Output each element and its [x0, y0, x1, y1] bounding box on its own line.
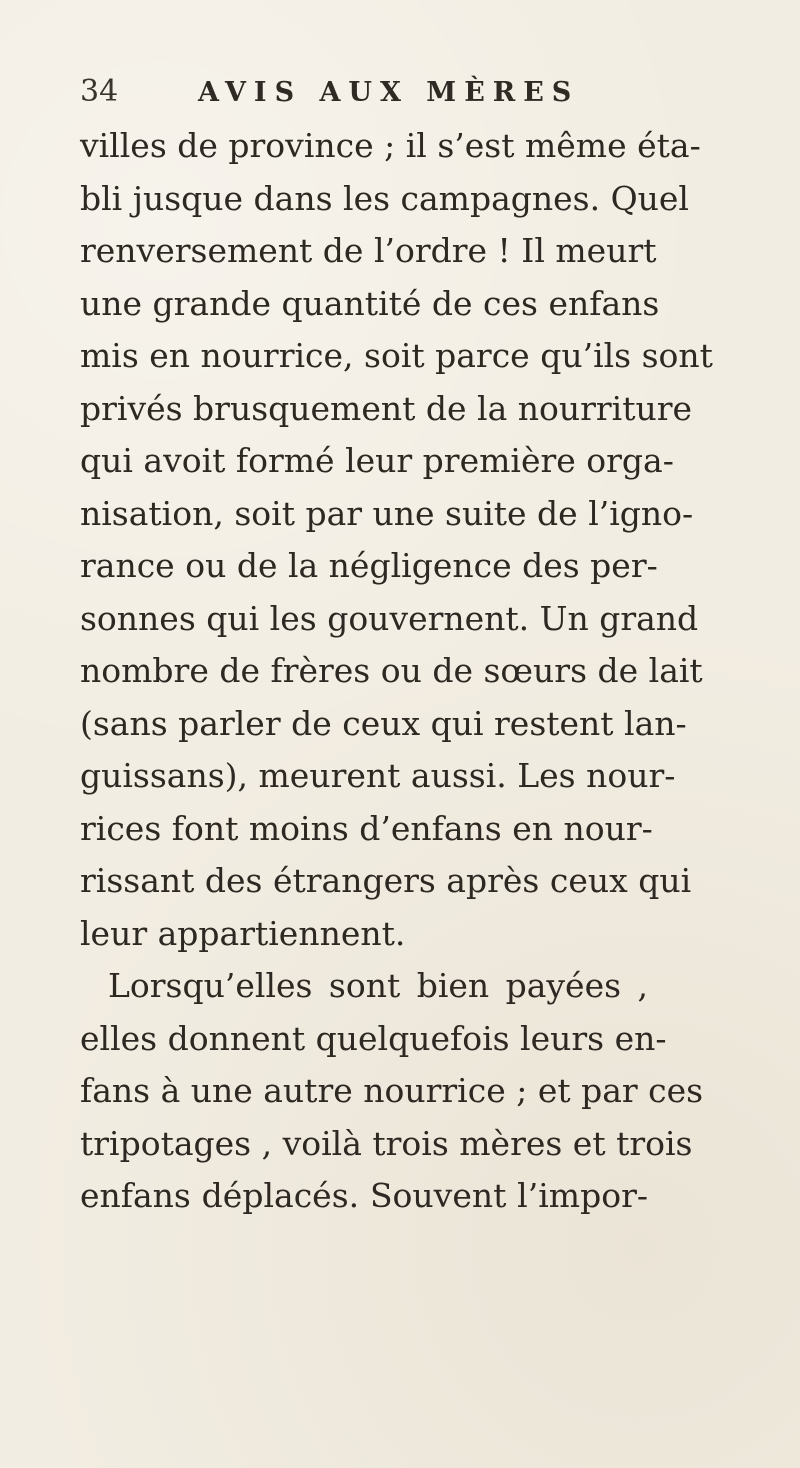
text-line: sonnes qui les gouvernent. Un grand [80, 598, 699, 638]
page-header [80, 72, 640, 116]
text-line: villes de province ; il s’est même éta- [80, 126, 701, 165]
text-line: rance ou de la négligence des per- [80, 546, 658, 585]
running-title: AVIS AUX MÈRES [198, 77, 580, 108]
text-line: fans à une autre nourrice ; et par ces [80, 1071, 704, 1110]
text-line: enfans déplacés. Souvent l’impor- [80, 1176, 648, 1215]
text-line: Lorsqu’elles sont bien payées , [108, 966, 648, 1005]
text-line: mis en nourrice, soit parce qu’ils sont [80, 336, 713, 375]
text-line: qui avoit formé leur première orga- [80, 441, 674, 480]
text-line: tripotages , voilà trois mères et trois [80, 1123, 693, 1163]
text-line: rices font moins d’enfans en nour- [80, 808, 653, 848]
body-text [80, 120, 713, 1223]
text-line: elles donnent quelquefois leurs en- [80, 1018, 667, 1058]
text-line: une grande quantité de ces enfans [80, 283, 660, 323]
text-line: guissans), meurent aussi. Les nour- [80, 756, 676, 795]
text-line: nombre de frères ou de sœurs de lait [80, 651, 703, 690]
page-number: 34 [80, 74, 119, 109]
text-line: leur appartiennent. [80, 913, 406, 953]
text-line: nisation, soit par une suite de l’igno- [80, 493, 694, 533]
text-line: bli jusque dans les campagnes. Quel [80, 178, 689, 218]
text-line: rissant des étrangers après ceux qui [80, 861, 692, 900]
text-line: (sans parler de ceux qui restent lan- [80, 703, 687, 743]
text-line: renversement de l’ordre ! Il meurt [80, 231, 657, 270]
text-line: privés brusquement de la nourriture [80, 388, 693, 428]
